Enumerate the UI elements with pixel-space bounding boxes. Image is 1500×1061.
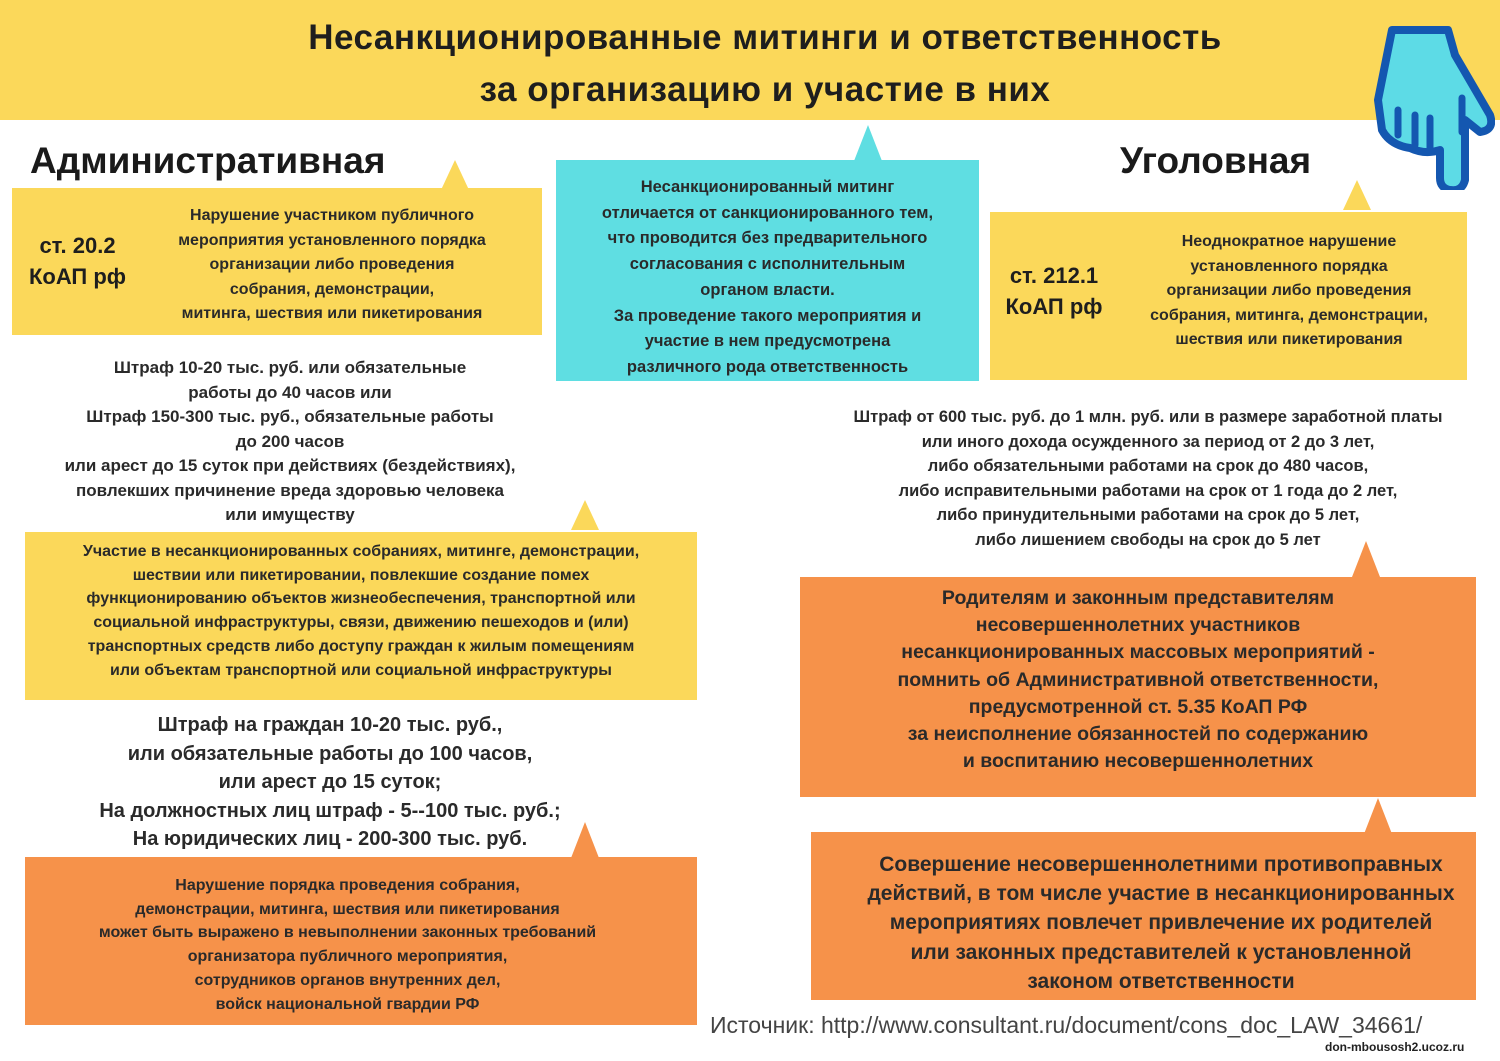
administrative-heading: Административная (30, 140, 386, 181)
pointer (571, 822, 599, 858)
article-20-2-text: Нарушение участником публичного мероприятия установленного порядка организации либо проведения собрания, демонстрации, митинга, шествия или пикетирования (178, 207, 486, 322)
procedure-violation-text: Нарушение порядка проведения собрания, демонстрации, митинга, шествия или пикетирования может быть выражено в невыполнении законных требований организатора публичного мероприятия, сотрудников органов внутренних дел, войск национальной гвардии РФ (98, 877, 597, 1013)
pointer (441, 160, 469, 190)
criminal-heading: Уголовная (1120, 140, 1312, 181)
admin-penalty-2: Штраф на граждан 10-20 тыс. руб., или обязательные работы до 100 часов, или арест до 15 суток; На должностных лиц штраф - 5--100 тыс. руб.; На юридических лиц - 200-300 тыс. руб. (99, 714, 561, 850)
pointer (1364, 798, 1392, 834)
minors-text: Совершение несовершеннолетними противоправных действий, в том числе участие в несанкционированных мероприятиях повлечет привлечение их родителей или законных представителей к установленной законом ответственности (867, 853, 1455, 993)
pointer (854, 125, 882, 161)
page-title: Несанкционированные митинги и ответственность за организацию и участие в них (308, 18, 1222, 109)
participation-text: Участие в несанкционированных собраниях, митинге, демонстрации, шествии или пикетировании, повлекшие создание помех функционированию объектов жизнеобеспечения, транспортной или социальной инфраструктуры, связи, движению пешеходов и (или) транспортных средств либо доступу граждан к жилым помещениям или объектам транспортной или социальной инфраструктуры (82, 543, 640, 679)
pointer (571, 500, 599, 530)
admin-penalty-1: Штраф 10-20 тыс. руб. или обязательные работы до 40 часов или Штраф 150-300 тыс. руб., обязательные работы до 200 часов или арест до 15 суток при действиях (бездействиях), повлекших причинение вреда здоровью человека или имуществу (64, 358, 516, 524)
pointer (1343, 180, 1371, 210)
article-212-1-text: Неоднократное нарушение установленного порядка организации либо проведения собрания, митинга, демонстрации, шествия или пикетирования (1150, 233, 1428, 348)
article-212-1-label: ст. 212.1 КоАП рф (1005, 263, 1103, 319)
criminal-penalty: Штраф от 600 тыс. руб. до 1 млн. руб. или в размере заработной платы или иного дохода осужденного за период от 2 до 3 лет, либо обязательными работами на срок до 480 часов, либо исправительными работами на срок от 1 года до 2 лет, либо принудительными работами на срок до 5 лет, либо лишением свободы на срок до 5 лет (853, 408, 1443, 549)
article-20-2-label: ст. 20.2 КоАП рф (28, 233, 127, 289)
definition-text: Несанкционированный митинг отличается от санкционированного тем, что проводится без предварительного согласования с исполнительным органом власти. За проведение такого мероприятия и участие в нем предусмотрена различного рода ответственность (601, 178, 934, 376)
pointer (1352, 541, 1380, 577)
parents-text: Родителям и законным представителям несовершеннолетних участников несанкционированных массовых мероприятий - помнить об Административной ответственности, предусмотренной ст. 5.35 КоАП РФ за неисполнение обязанностей по содержанию и воспитанию несовершеннолетних (897, 587, 1379, 773)
watermark: don-mbousosh2.ucoz.ru (1325, 1040, 1465, 1054)
pointing-hand-icon (1370, 20, 1495, 190)
source-link[interactable]: Источник: http://www.consultant.ru/document/cons_doc_LAW_34661/ (710, 1012, 1423, 1038)
